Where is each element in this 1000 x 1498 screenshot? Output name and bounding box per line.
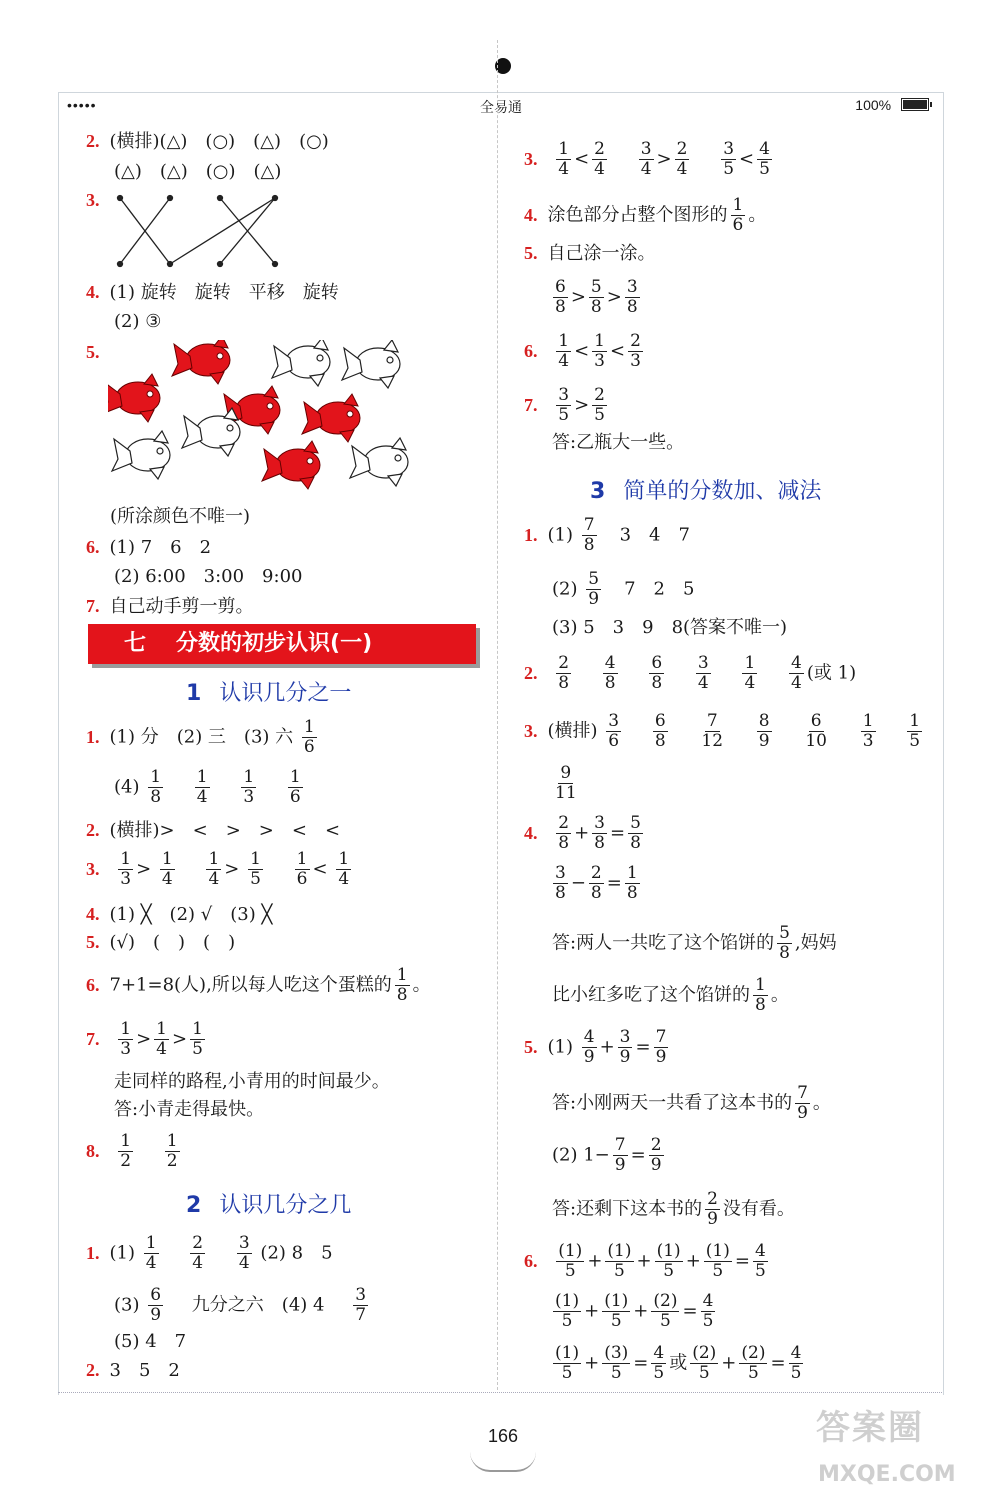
section-1-title [186, 676, 351, 707]
chapter-banner [88, 624, 476, 664]
question-number: 3. [86, 858, 100, 879]
fraction: $\frac{1}{4}$ [338, 849, 350, 889]
chapter-title: 分数的初步认识(一) [176, 631, 373, 656]
question-number: 1. [86, 1242, 100, 1263]
s3-q1-part3: (3) 5 3 9 8(答案不唯一) [552, 617, 788, 638]
s1-q1-part4 [114, 768, 306, 807]
question-number: 2. [86, 131, 100, 151]
s3-q4-line2: $\frac{3}{8}$ − $\frac{2}{8}$ = $\frac{1}{8}$ [555, 863, 638, 903]
answer-text: (1) ╳ (2) √ (3) ╳ [109, 904, 273, 925]
section-3-title [590, 474, 821, 505]
question-number: 2. [86, 1360, 100, 1380]
left-q7 [86, 594, 254, 619]
right-q7-answer: 答:乙瓶大一些。 [552, 432, 685, 453]
s1-q3 [86, 850, 354, 889]
watermark-logo: 答案圈 [816, 1408, 924, 1448]
question-number: 7. [86, 596, 100, 616]
s3-q3-cont: $\frac{9}{11}$ [555, 763, 577, 803]
s1-q7-line3: 答:小青走得最快。 [114, 1099, 265, 1120]
fraction: $\frac{3}{4}$ [238, 1233, 250, 1273]
answer-text: (√) ( ) ( ) [109, 932, 236, 953]
s3-q4: 4. $\frac{2}{8}$ + $\frac{3}{8}$ = $\frac{5}{8}$ [524, 813, 641, 853]
lt-circled: < [312, 858, 328, 880]
s3-q5: 5. (1) $\frac{4}{9}$ + $\frac{3}{9}$ = $\frac{7}{9}$ [524, 1027, 667, 1067]
left-q2 [86, 129, 329, 154]
fraction: $\frac{1}{4}$ [156, 1019, 167, 1059]
fraction: $\frac{1}{6}$ [303, 717, 315, 757]
s3-q5-answer2: 答:还剩下这本书的 $\frac{2}{9}$ 没有看。 [552, 1189, 795, 1229]
s1-q1 [86, 718, 320, 757]
question-number: 4. [524, 204, 538, 225]
section-name: 简单的分数加、减法 [623, 479, 822, 504]
question-number: 6. [86, 537, 100, 557]
battery-status [855, 97, 929, 113]
watermark-url: MXQE.COM [818, 1462, 956, 1487]
s2-q2 [86, 1358, 180, 1383]
status-bar [59, 93, 943, 119]
section-number: 3 [590, 479, 606, 504]
s1-q7: 7. $\frac{1}{3}$ > $\frac{1}{4}$ > $\frac{1}{5}$ [86, 1019, 203, 1059]
question-number: 4. [524, 822, 538, 843]
answer-text: (1) 旋转 旋转 平移 旋转 [109, 282, 339, 303]
question-number: 3. [86, 190, 100, 210]
fraction: $\frac{1}{5}$ [192, 1019, 203, 1059]
fraction: $\frac{3}{7}$ [355, 1285, 367, 1325]
answer-text: (横排)> < > > < < [109, 820, 341, 841]
s1-q6: 6. 7+1=8(人),所以每人吃这个蛋糕的 $\frac{1}{8}$ 。 [86, 965, 431, 1005]
left-q6 [86, 535, 211, 560]
s3-q1: 1. (1) $\frac{7}{8}$ 3 4 7 [524, 515, 690, 555]
fraction: $\frac{1}{6}$ [296, 849, 308, 889]
left-q4 [86, 280, 339, 305]
answer-text: 自己动手剪一剪。 [109, 596, 254, 617]
s3-q2: 2. $\frac{2}{8}$ $\frac{4}{8}$ $\frac{6}{8}$ $\frac{3}{4}$ $\frac{1}{4}$ $\frac{4}{4}$ (或 1) [524, 653, 857, 693]
question-number: 7. [86, 1028, 100, 1049]
left-q2-line2: (△) (△) (○) (△) [114, 161, 282, 182]
s2-q1-part3: (3) $\frac{6}{9}$ 九分之六 (4) 4 $\frac{3}{7}$ [114, 1285, 367, 1325]
right-q3: 3. $\frac{1}{4}$ < $\frac{2}{4}$ $\frac{3}{4}$ > $\frac{2}{4}$ $\frac{3}{5}$ < $\frac{4}{5}$ [524, 139, 770, 179]
question-number: 3. [524, 720, 538, 741]
answer-text: 3 5 2 [109, 1360, 180, 1381]
answer-text: 7+1=8(人),所以每人吃这个蛋糕的 [109, 974, 392, 996]
question-number: 2. [86, 820, 100, 840]
question-number: 6. [524, 1250, 538, 1271]
matching-lines-diagram [110, 190, 280, 270]
s3-q6-line2: $\frac{(1)}{5}$ + $\frac{(1)}{5}$ + $\frac{(2)}{5}$ = $\frac{4}{5}$ [555, 1291, 714, 1331]
fraction: $\frac{2}{4}$ [192, 1233, 204, 1273]
s3-q4-answer-a: 答:两人一共吃了这个馅饼的 $\frac{5}{8}$ ,妈妈 [552, 923, 837, 963]
fraction: $\frac{1}{4}$ [208, 849, 220, 889]
app-title: 全易通 [480, 99, 522, 115]
fraction: $\frac{1}{4}$ [196, 767, 208, 807]
battery-percent: 100% [855, 97, 892, 113]
question-number: 2. [524, 662, 538, 683]
fraction: $\frac{6}{9}$ [150, 1285, 162, 1325]
right-q6: 6. $\frac{1}{4}$ < $\frac{1}{3}$ < $\frac{2}{3}$ [524, 331, 641, 371]
right-q5: 5. 自己涂一涂。 [524, 243, 656, 264]
s3-q3: 3. (横排) $\frac{3}{6}$ $\frac{6}{8}$ $\frac{7}{12}$ $\frac{8}{9}$ $\frac{6}{10}$ $\frac{1}{3}$ $\frac{1}{5}$ [524, 711, 921, 751]
s1-q8 [86, 1132, 183, 1171]
s3-q4-answer-c: 比小红多吃了这个馅饼的 $\frac{1}{8}$ 。 [552, 975, 789, 1015]
section-2-title [186, 1188, 351, 1219]
s3-q6-line3: $\frac{(1)}{5}$ + $\frac{(3)}{5}$ = $\frac{4}{5}$ 或 $\frac{(2)}{5}$ + $\frac{(2)}{5}$ = $\frac{4}{5}$ [555, 1343, 802, 1383]
battery-icon [901, 98, 929, 111]
goldfish-coloring-figure [108, 340, 418, 490]
s1-q4 [86, 902, 272, 927]
left-q5-note: (所涂颜色不唯一) [110, 506, 251, 527]
question-number: 5. [86, 932, 100, 952]
gt-circled: > [224, 858, 240, 880]
chapter-numeral: 七 [124, 631, 147, 656]
answer-text: (1) 7 6 2 [109, 537, 212, 558]
section-name: 认识几分之几 [219, 1193, 352, 1218]
column-divider [497, 40, 498, 1390]
answer-text: (横排)(△) (○) (△) (○) [109, 131, 329, 152]
question-number: 6. [524, 340, 538, 361]
s3-q5-part2: (2) 1− $\frac{7}{9}$ = $\frac{2}{9}$ [552, 1135, 662, 1175]
section-name: 认识几分之一 [219, 681, 352, 706]
answer-text: (1) 分 (2) 三 (3) 六 [109, 726, 294, 748]
s3-q6: 6. $\frac{(1)}{5}$ + $\frac{(1)}{5}$ + $\frac{(1)}{5}$ + $\frac{(1)}{5}$ = $\frac{4}{5}$ [524, 1241, 766, 1281]
question-number: 3. [524, 148, 538, 169]
right-q4: 4. 涂色部分占整个图形的 $\frac{1}{6}$ 。 [524, 195, 767, 235]
question-number: 5. [86, 342, 100, 362]
s2-q1: 1. (1) $\frac{1}{4}$ $\frac{2}{4}$ $\frac{3}{4}$ (2) 8 5 [86, 1233, 333, 1273]
part-label: (4) [114, 776, 140, 798]
left-q3 [86, 188, 110, 213]
section-number: 2 [186, 1193, 202, 1218]
question-number: 4. [86, 904, 100, 924]
left-q5 [86, 340, 110, 365]
s1-q7-line2: 走同样的路程,小青用的时间最少。 [114, 1071, 390, 1092]
page-number: 166 [487, 1426, 519, 1446]
question-number: 7. [524, 394, 538, 415]
fraction: $\frac{1}{6}$ [289, 767, 301, 807]
question-number: 1. [524, 524, 538, 545]
fraction: $\frac{1}{3}$ [243, 767, 255, 807]
question-number: 1. [86, 726, 100, 747]
fraction: $\frac{1}{2}$ [120, 1131, 132, 1171]
question-number: 5. [524, 243, 538, 263]
left-q6-line2: (2) 6:00 3:00 9:00 [114, 566, 303, 587]
right-q5-compare: $\frac{6}{8}$ > $\frac{5}{8}$ > $\frac{3}{8}$ [555, 277, 638, 317]
s3-q1-part2: (2) $\frac{5}{9}$ 7 2 5 [552, 569, 695, 609]
gt-circled: > [136, 858, 152, 880]
fraction: $\frac{1}{3}$ [120, 1019, 132, 1059]
bottom-divider [58, 1392, 942, 1393]
fraction: $\frac{1}{8}$ [396, 965, 408, 1005]
fraction: $\frac{1}{2}$ [166, 1131, 178, 1171]
question-number: 8. [86, 1140, 100, 1161]
page-number-arc [470, 1452, 536, 1472]
section-number: 1 [186, 681, 202, 706]
question-number: 6. [86, 974, 100, 995]
question-number: 5. [524, 1036, 538, 1057]
fraction: $\frac{1}{3}$ [120, 849, 132, 889]
s1-q2 [86, 818, 340, 843]
s1-q5 [86, 930, 235, 955]
right-q7: 7. $\frac{3}{5}$ > $\frac{2}{5}$ [524, 385, 605, 425]
fraction: $\frac{1}{5}$ [250, 849, 261, 889]
fraction: $\frac{1}{4}$ [161, 849, 173, 889]
fraction: $\frac{1}{4}$ [145, 1233, 157, 1273]
fraction: $\frac{1}{8}$ [150, 767, 162, 807]
s2-q1-part5: (5) 4 7 [114, 1331, 187, 1352]
left-q4-line2: (2) ③ [114, 311, 162, 332]
question-number: 4. [86, 282, 100, 302]
s3-q5-answer1: 答:小刚两天一共看了这本书的 $\frac{7}{9}$ 。 [552, 1083, 831, 1123]
signal-indicator: ••••• [67, 97, 97, 113]
